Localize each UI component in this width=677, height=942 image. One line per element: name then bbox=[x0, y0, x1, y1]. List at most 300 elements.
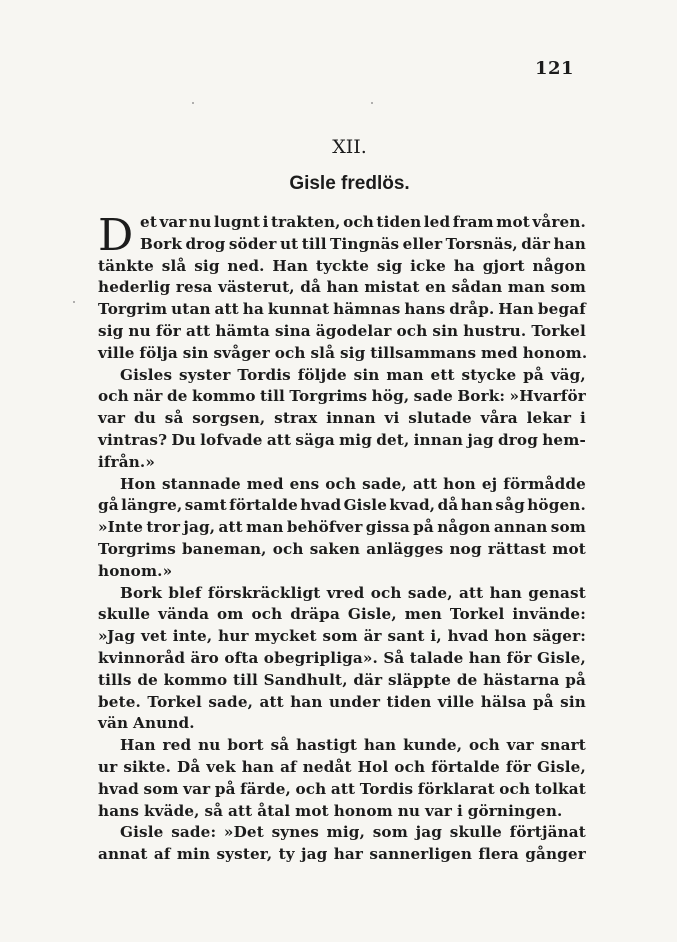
text-line bbox=[98, 713, 586, 735]
word: mig bbox=[339, 430, 372, 449]
word: åtal bbox=[257, 801, 291, 820]
word: sig bbox=[339, 343, 366, 362]
word: som bbox=[322, 627, 358, 646]
word: säga bbox=[295, 430, 335, 449]
word: förskräckligt bbox=[207, 583, 321, 602]
word: drog bbox=[498, 430, 538, 449]
word: nu bbox=[198, 736, 221, 755]
word: sade: bbox=[171, 823, 217, 842]
word: Gisle, bbox=[536, 757, 586, 776]
word: och bbox=[343, 213, 374, 231]
text-line bbox=[98, 583, 586, 605]
word: var bbox=[159, 213, 187, 231]
word: blef bbox=[168, 583, 202, 602]
word: syster, bbox=[216, 845, 273, 864]
word: tillsammans bbox=[370, 343, 477, 362]
word: sin bbox=[432, 321, 459, 340]
word: hans bbox=[98, 801, 140, 820]
word: för bbox=[506, 648, 532, 667]
word: det, bbox=[376, 430, 410, 449]
text-line bbox=[98, 670, 586, 692]
word: Tordis bbox=[359, 779, 414, 798]
word: i bbox=[456, 801, 463, 820]
word: ett bbox=[430, 365, 455, 384]
word: han bbox=[468, 648, 502, 667]
text-line bbox=[98, 256, 586, 278]
text-line bbox=[98, 779, 586, 801]
word: »Det bbox=[223, 823, 264, 842]
word: som bbox=[143, 779, 179, 798]
word: icke bbox=[410, 256, 446, 275]
word: gå bbox=[98, 496, 119, 515]
paper-speck bbox=[371, 102, 373, 104]
word: hastigt bbox=[296, 736, 358, 755]
word: sig bbox=[194, 256, 220, 275]
word: och bbox=[396, 321, 428, 340]
text-line bbox=[98, 735, 586, 757]
word: nog bbox=[449, 539, 482, 558]
word: Så bbox=[383, 648, 405, 667]
word: sin bbox=[353, 365, 380, 384]
word: sin bbox=[182, 343, 209, 362]
word: att bbox=[214, 300, 239, 319]
word: var bbox=[424, 801, 453, 820]
word: under bbox=[329, 692, 381, 711]
word: att bbox=[458, 583, 484, 602]
word: honom.» bbox=[98, 561, 173, 580]
word: när bbox=[133, 387, 163, 406]
word: vet bbox=[141, 627, 167, 646]
text-line bbox=[98, 822, 586, 844]
word: någon bbox=[532, 256, 586, 275]
word: mycket bbox=[254, 627, 317, 646]
word: vi bbox=[384, 409, 400, 428]
word: mig, bbox=[326, 823, 366, 842]
word: nu bbox=[189, 213, 212, 231]
word: med bbox=[246, 474, 284, 493]
word: stannade bbox=[161, 474, 241, 493]
text-line bbox=[98, 386, 586, 408]
word: Torsnäs, bbox=[445, 234, 518, 253]
word: är bbox=[363, 627, 382, 646]
word: för bbox=[505, 757, 532, 776]
word: han bbox=[326, 278, 359, 297]
word: svåger bbox=[213, 343, 270, 362]
word: Bork: bbox=[457, 387, 506, 406]
word: Tordis bbox=[237, 365, 291, 384]
word: färde, bbox=[240, 779, 291, 798]
word: Hol bbox=[357, 757, 389, 776]
word: hem- bbox=[542, 430, 586, 449]
word: hälsa bbox=[480, 692, 527, 711]
word: syster bbox=[179, 365, 231, 384]
word: resa bbox=[175, 278, 213, 297]
word: så bbox=[164, 409, 184, 428]
word: ned. bbox=[227, 256, 265, 275]
word: hvad bbox=[98, 779, 139, 798]
word: ville bbox=[98, 343, 135, 362]
word: sådan bbox=[451, 278, 503, 297]
page-number: 121 bbox=[535, 58, 575, 79]
text-line bbox=[98, 474, 586, 496]
word: tror bbox=[146, 518, 181, 537]
text-line bbox=[98, 692, 586, 714]
word: de bbox=[456, 670, 478, 689]
text-line bbox=[98, 299, 586, 321]
word: hederlig bbox=[98, 278, 171, 297]
word: han bbox=[363, 736, 397, 755]
word: gissa bbox=[365, 518, 410, 537]
word: ägodelar bbox=[315, 321, 392, 340]
word: våra bbox=[480, 409, 518, 428]
word: har bbox=[333, 845, 364, 864]
word: sade bbox=[413, 387, 453, 406]
word: hon bbox=[494, 627, 527, 646]
word: och bbox=[370, 583, 402, 602]
drop-cap: D bbox=[98, 210, 134, 261]
word: och bbox=[98, 387, 129, 406]
word: kommo bbox=[191, 387, 256, 406]
word: tänkte bbox=[98, 256, 154, 275]
word: tiden bbox=[376, 213, 422, 231]
word: Torgrims bbox=[98, 539, 176, 558]
word: Torgrim bbox=[98, 300, 168, 319]
word: nedåt bbox=[302, 757, 352, 776]
text-line bbox=[98, 408, 586, 430]
word: innan bbox=[413, 430, 464, 449]
word: Tingnäs bbox=[330, 234, 400, 253]
word: ens bbox=[289, 474, 320, 493]
word: vintras? bbox=[98, 430, 168, 449]
text-line bbox=[98, 495, 586, 517]
word: Då bbox=[177, 757, 201, 776]
word: sikte. bbox=[123, 757, 172, 776]
word: Gisles bbox=[120, 365, 173, 384]
text-line bbox=[98, 561, 586, 583]
word: Sandhult, bbox=[263, 670, 348, 689]
word: sade, bbox=[407, 583, 453, 602]
word: Torkel bbox=[449, 605, 505, 624]
text-line bbox=[98, 539, 586, 561]
word: förtalde bbox=[431, 757, 500, 776]
word: innan bbox=[326, 409, 376, 428]
word: inte, bbox=[172, 627, 213, 646]
word: han bbox=[460, 496, 494, 515]
word: sina bbox=[274, 321, 311, 340]
paper-speck bbox=[73, 301, 75, 303]
word: hvad bbox=[447, 627, 489, 646]
word: stycke bbox=[461, 365, 517, 384]
word: Gisle bbox=[120, 823, 164, 842]
word: slå bbox=[161, 256, 187, 275]
word: gånger bbox=[525, 845, 586, 864]
text-line bbox=[98, 343, 586, 365]
text-line bbox=[98, 452, 586, 474]
text-line bbox=[98, 517, 586, 539]
word: på bbox=[413, 518, 434, 537]
word: släppte bbox=[387, 670, 452, 689]
word: vända bbox=[158, 605, 210, 624]
word: att bbox=[228, 801, 253, 820]
word: bort bbox=[227, 736, 264, 755]
text-line bbox=[98, 212, 586, 234]
word: lekar bbox=[526, 409, 572, 428]
word: samt bbox=[184, 496, 227, 515]
word: man bbox=[246, 518, 284, 537]
text-line bbox=[98, 277, 586, 299]
word: invände: bbox=[512, 605, 586, 624]
word: »Jag bbox=[98, 627, 136, 646]
word: att bbox=[259, 692, 284, 711]
text-line bbox=[98, 801, 586, 823]
word: talade bbox=[409, 648, 464, 667]
text-line bbox=[98, 648, 586, 670]
word: som bbox=[550, 518, 586, 537]
word: de bbox=[166, 387, 188, 406]
word: hvad bbox=[300, 496, 342, 515]
word: och bbox=[251, 605, 283, 624]
word: följde bbox=[297, 365, 347, 384]
word: ur bbox=[98, 757, 118, 776]
text-line bbox=[98, 365, 586, 387]
word: Torgrims bbox=[289, 387, 368, 406]
word: att bbox=[330, 779, 356, 798]
word: han bbox=[290, 692, 323, 711]
word: han bbox=[241, 757, 275, 776]
word: görningen. bbox=[467, 801, 563, 820]
word: hustru. bbox=[463, 321, 527, 340]
word: et bbox=[140, 213, 157, 231]
word: tyckte bbox=[315, 256, 370, 275]
word: honom. bbox=[522, 343, 588, 362]
word: synes bbox=[271, 823, 319, 842]
word: där bbox=[353, 670, 383, 689]
word: ofta bbox=[224, 648, 259, 667]
word: på bbox=[523, 365, 544, 384]
word: ej bbox=[481, 474, 498, 493]
word: gjort bbox=[482, 256, 525, 275]
text-line bbox=[98, 604, 586, 626]
word: följa bbox=[139, 343, 178, 362]
word: och bbox=[295, 779, 327, 798]
word: baneman, bbox=[182, 539, 267, 558]
chapter-title: Gisle fredlös. bbox=[289, 173, 410, 194]
word: som bbox=[372, 823, 408, 842]
word: saken bbox=[309, 539, 361, 558]
word: genast bbox=[528, 583, 586, 602]
word: annan bbox=[493, 518, 548, 537]
word: ha bbox=[453, 256, 475, 275]
word: var bbox=[98, 409, 126, 428]
word: lofvade bbox=[200, 430, 263, 449]
word: säger: bbox=[532, 627, 586, 646]
word: lugnt bbox=[213, 213, 261, 231]
word: att bbox=[412, 474, 438, 493]
word: Gisle, bbox=[537, 648, 586, 667]
word: man bbox=[507, 278, 546, 297]
word: kväde, bbox=[143, 801, 200, 820]
word: sade, bbox=[362, 474, 407, 493]
word: och bbox=[274, 343, 306, 362]
word: af bbox=[153, 845, 171, 864]
word: jag bbox=[415, 823, 443, 842]
text-line bbox=[98, 321, 586, 343]
word: jag, bbox=[183, 518, 216, 537]
word: till bbox=[233, 670, 258, 689]
word: en bbox=[425, 278, 447, 297]
word: i, bbox=[430, 627, 442, 646]
word: sig bbox=[98, 321, 124, 340]
word: och bbox=[394, 757, 426, 776]
text-line bbox=[98, 844, 586, 866]
word: ut bbox=[279, 234, 299, 253]
word: mot bbox=[295, 801, 329, 820]
word: med bbox=[481, 343, 518, 362]
text-line bbox=[98, 757, 586, 779]
word: till bbox=[260, 387, 285, 406]
word: du bbox=[133, 409, 156, 428]
word: Gisle, bbox=[347, 605, 397, 624]
word: strax bbox=[274, 409, 318, 428]
word: slå bbox=[310, 343, 336, 362]
word: där bbox=[521, 234, 551, 253]
word: sin bbox=[560, 692, 586, 711]
word: att bbox=[266, 430, 292, 449]
word: på bbox=[214, 779, 236, 798]
word: flera bbox=[478, 845, 519, 864]
word: äro bbox=[190, 648, 219, 667]
word: Bork bbox=[120, 583, 163, 602]
word: längre, bbox=[121, 496, 183, 515]
word: sannerligen bbox=[369, 845, 473, 864]
word: mot bbox=[496, 213, 530, 231]
word: våren. bbox=[532, 213, 586, 231]
word: kvinnoråd bbox=[98, 648, 186, 667]
word: fram bbox=[452, 213, 494, 231]
word: tolkat bbox=[534, 779, 586, 798]
word: kunde, bbox=[403, 736, 463, 755]
word: tiden bbox=[386, 692, 432, 711]
word: bete. bbox=[98, 692, 141, 711]
text-line bbox=[98, 430, 586, 452]
word: Han bbox=[498, 300, 534, 319]
word: annat bbox=[98, 845, 148, 864]
word: Hon bbox=[120, 474, 156, 493]
word: Han bbox=[272, 256, 309, 275]
word: så bbox=[204, 801, 224, 820]
word: i bbox=[262, 213, 269, 231]
word: »Hvarför bbox=[509, 387, 586, 406]
word: och bbox=[272, 539, 304, 558]
word: obegripliga». bbox=[263, 648, 378, 667]
word: hämnas bbox=[333, 300, 401, 319]
word: Torkel bbox=[147, 692, 202, 711]
word: Bork bbox=[140, 234, 183, 253]
word: då bbox=[300, 278, 321, 297]
word: eller bbox=[402, 234, 443, 253]
word: red bbox=[162, 736, 192, 755]
word: förtjänat bbox=[509, 823, 586, 842]
word: slutade bbox=[408, 409, 472, 428]
word: nu bbox=[128, 321, 151, 340]
word: var bbox=[183, 779, 211, 798]
word: honom bbox=[333, 801, 393, 820]
word: hästarna bbox=[483, 670, 560, 689]
word: de bbox=[137, 670, 158, 689]
word: skulle bbox=[449, 823, 502, 842]
word: förtalde bbox=[229, 496, 298, 515]
word: anlägges bbox=[366, 539, 444, 558]
word: förklarat bbox=[417, 779, 495, 798]
word: var bbox=[506, 736, 534, 755]
word: Torkel bbox=[531, 321, 586, 340]
word: rättast bbox=[487, 539, 547, 558]
body-text bbox=[98, 212, 586, 866]
word: ifrån.» bbox=[98, 452, 156, 471]
word: sant bbox=[387, 627, 425, 646]
word: led bbox=[423, 213, 451, 231]
word: mot bbox=[552, 539, 586, 558]
word: Anund. bbox=[133, 714, 195, 733]
word: af bbox=[280, 757, 297, 776]
word: ty bbox=[278, 845, 295, 864]
word: då bbox=[437, 496, 459, 515]
word: om bbox=[217, 605, 244, 624]
word: trakten, bbox=[271, 213, 341, 231]
word: vek bbox=[206, 757, 236, 776]
word: någon bbox=[437, 518, 491, 537]
word: och bbox=[325, 474, 357, 493]
word: begaf bbox=[537, 300, 586, 319]
word: vän bbox=[98, 714, 129, 733]
word: snart bbox=[540, 736, 586, 755]
word: behöfver bbox=[286, 518, 363, 537]
word: sade, bbox=[208, 692, 254, 711]
word: utan bbox=[171, 300, 211, 319]
word: för bbox=[155, 321, 181, 340]
word: han bbox=[489, 583, 522, 602]
word: kommo bbox=[163, 670, 228, 689]
word: på bbox=[565, 670, 586, 689]
word: »Inte bbox=[98, 518, 144, 537]
chapter-number: XII. bbox=[332, 136, 367, 158]
word: till bbox=[301, 234, 327, 253]
word: såg bbox=[495, 496, 525, 515]
word: kvad, bbox=[389, 496, 436, 515]
word: sorgsen, bbox=[192, 409, 266, 428]
word: i bbox=[579, 409, 586, 428]
word: jag bbox=[467, 430, 494, 449]
word: som bbox=[550, 278, 586, 297]
paper-speck bbox=[192, 102, 194, 104]
word: Du bbox=[171, 430, 196, 449]
word: dräpa bbox=[290, 605, 340, 624]
word: hur bbox=[218, 627, 249, 646]
word: nu bbox=[397, 801, 421, 820]
word: att bbox=[186, 321, 211, 340]
word: söder bbox=[228, 234, 277, 253]
text-line bbox=[98, 626, 586, 648]
word: väg, bbox=[550, 365, 586, 384]
word: på bbox=[532, 692, 554, 711]
word: och bbox=[499, 779, 531, 798]
word: hon bbox=[443, 474, 476, 493]
word: man bbox=[386, 365, 424, 384]
word: mistat bbox=[364, 278, 420, 297]
word: Han bbox=[120, 736, 156, 755]
word: drog bbox=[185, 234, 226, 253]
word: förmådde bbox=[503, 474, 586, 493]
